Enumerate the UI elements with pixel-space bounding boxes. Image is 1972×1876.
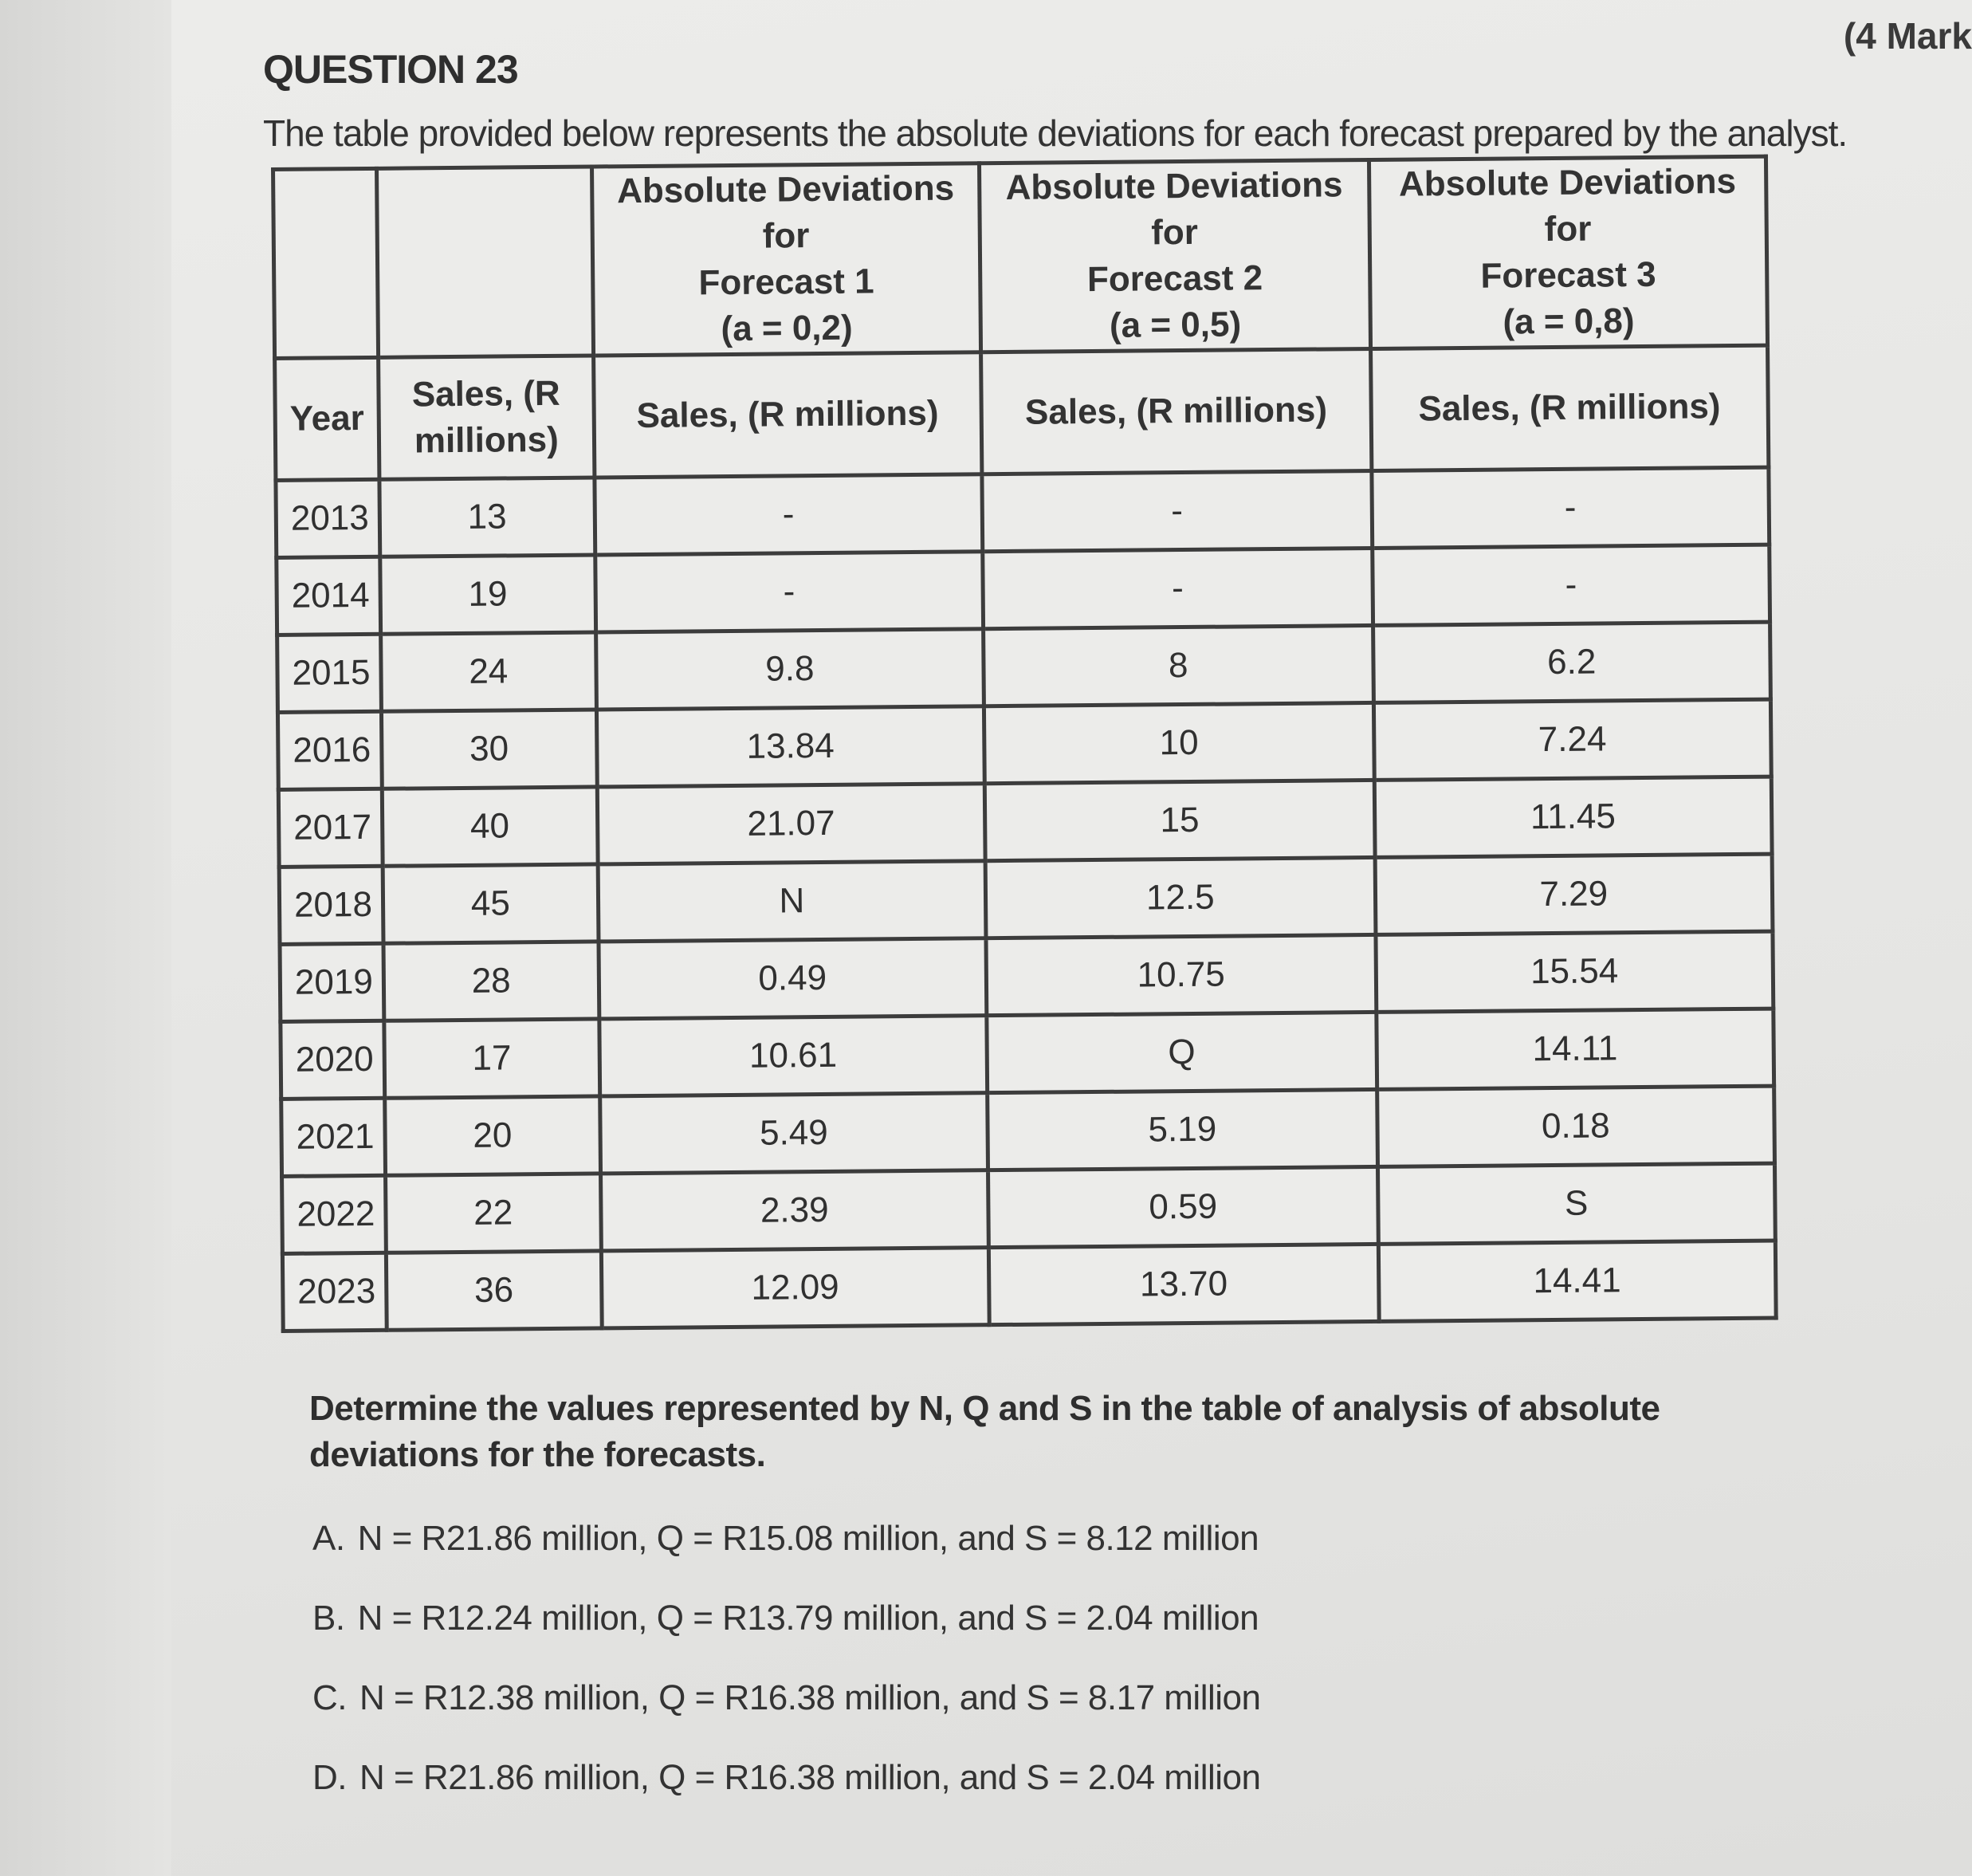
forecast-1-cell: 5.49 (599, 1093, 988, 1174)
option-text: N = R12.24 million, Q = R13.79 million, and S = 2.04 million (357, 1599, 1259, 1638)
forecast-2-cell: 13.70 (988, 1245, 1378, 1325)
option-text: N = R21.86 million, Q = R15.08 million, and S = 8.12 million (357, 1519, 1259, 1558)
empty-header-cell (377, 167, 594, 358)
forecast-3-cell: - (1372, 545, 1770, 625)
forecast-1-cell: N (598, 861, 986, 942)
question-title: QUESTION 23 (263, 47, 518, 92)
header-line: Absolute Deviations for (1005, 165, 1343, 253)
forecast-2-cell: 12.5 (985, 858, 1375, 938)
forecast-1-header (591, 163, 981, 356)
year-cell: 2013 (276, 480, 380, 558)
forecast-3-cell: 7.29 (1375, 854, 1773, 934)
forecast-2-cell: 8 (984, 626, 1373, 706)
year-cell: 2017 (278, 789, 383, 867)
table-subheader-row (275, 345, 1769, 480)
table-row (279, 854, 1773, 944)
sales-header (379, 356, 595, 479)
forecast-2-unit-header: Sales, (R millions) (981, 349, 1372, 474)
year-cell: 2023 (282, 1253, 387, 1331)
marks-label: (4 Mark (1843, 15, 1972, 57)
forecast-3-cell: - (1371, 467, 1769, 548)
forecast-2-cell: Q (987, 1013, 1377, 1093)
forecast-1-cell: 2.39 (600, 1170, 988, 1251)
sales-cell: 45 (383, 864, 598, 943)
table-row (281, 1086, 1775, 1176)
option-text: N = R12.38 million, Q = R16.38 million, and S = 8.17 million (359, 1678, 1261, 1717)
year-cell: 2014 (277, 557, 381, 635)
option-c[interactable] (312, 1678, 1260, 1718)
header-line: Sales, (R (411, 374, 560, 415)
table-row (282, 1241, 1776, 1331)
forecast-2-cell: 15 (984, 781, 1374, 861)
sales-cell: 24 (381, 632, 596, 711)
forecast-3-header (1369, 156, 1768, 349)
forecast-2-cell: 0.59 (988, 1167, 1378, 1248)
year-header: Year (275, 358, 379, 481)
option-d[interactable] (312, 1758, 1260, 1798)
sales-cell: 19 (380, 555, 595, 634)
forecast-3-cell: S (1377, 1163, 1775, 1244)
forecast-2-cell: 10.75 (986, 935, 1376, 1016)
year-cell: 2016 (277, 712, 382, 790)
question-prompt: Determine the values represented by N, Q and S in the table of analysis of absolute deviations for the forecasts. (309, 1389, 1660, 1475)
header-line: (a = 0,5) (1109, 305, 1242, 346)
empty-header-cell (273, 168, 379, 358)
header-line: Forecast 3 (1480, 254, 1656, 296)
table-row (277, 622, 1771, 712)
year-cell: 2022 (282, 1176, 387, 1254)
sales-cell: 36 (386, 1251, 601, 1330)
option-letter: A. (312, 1519, 345, 1558)
forecast-2-cell: 10 (984, 703, 1373, 784)
forecast-3-cell: 14.41 (1378, 1241, 1776, 1321)
header-line: millions) (414, 420, 559, 461)
forecast-1-cell: 0.49 (599, 938, 987, 1019)
forecast-1-cell: 21.07 (597, 784, 985, 864)
forecast-1-cell: - (595, 552, 983, 632)
forecast-1-cell: - (594, 474, 982, 555)
forecast-3-cell: 15.54 (1376, 931, 1774, 1012)
table-row (278, 777, 1772, 867)
screen-bezel (0, 0, 171, 1876)
header-line: (a = 0,8) (1503, 301, 1635, 342)
sales-cell: 30 (381, 710, 596, 789)
sales-cell: 20 (385, 1096, 600, 1175)
option-text: N = R21.86 million, Q = R16.38 million, and S = 2.04 million (359, 1758, 1261, 1797)
table-row (281, 1009, 1774, 1099)
table-row (277, 545, 1770, 635)
option-letter: C. (312, 1678, 347, 1717)
sales-cell: 22 (386, 1174, 601, 1253)
year-cell: 2021 (281, 1099, 386, 1177)
deviation-table (271, 155, 1778, 1334)
year-cell: 2015 (277, 635, 382, 713)
option-b[interactable] (312, 1599, 1259, 1638)
forecast-1-unit-header: Sales, (R millions) (593, 352, 982, 478)
sales-cell: 17 (384, 1019, 599, 1098)
forecast-3-cell: 7.24 (1373, 699, 1771, 780)
year-cell: 2020 (281, 1021, 385, 1099)
forecast-1-cell: 13.84 (596, 706, 984, 787)
table-header-row (273, 156, 1768, 359)
header-line: (a = 0,2) (721, 308, 853, 349)
header-line: Forecast 1 (698, 262, 874, 303)
year-cell: 2019 (280, 944, 384, 1022)
forecast-1-cell: 9.8 (595, 629, 984, 710)
header-line: Absolute Deviations for (1398, 161, 1737, 250)
table-row (282, 1163, 1776, 1253)
sales-cell: 13 (379, 478, 595, 557)
header-line: Forecast 2 (1086, 258, 1263, 300)
forecast-1-cell: 10.61 (599, 1016, 987, 1096)
table-row (280, 931, 1774, 1021)
header-line: Absolute Deviations for (616, 168, 955, 256)
forecast-2-header (980, 159, 1371, 352)
forecast-3-unit-header: Sales, (R millions) (1370, 345, 1769, 470)
forecast-3-cell: 0.18 (1377, 1086, 1774, 1166)
option-letter: D. (312, 1758, 347, 1797)
year-cell: 2018 (279, 867, 383, 945)
forecast-2-cell: 5.19 (988, 1090, 1377, 1170)
forecast-3-cell: 6.2 (1373, 622, 1770, 702)
question-intro: The table provided below represents the absolute deviations for each forecast prepared by the analyst. (263, 112, 1848, 154)
forecast-2-cell: - (982, 471, 1372, 552)
sales-cell: 28 (383, 942, 599, 1021)
table-row (277, 699, 1771, 789)
forecast-3-cell: 11.45 (1374, 777, 1772, 857)
forecast-3-cell: 14.11 (1376, 1009, 1774, 1089)
option-letter: B. (312, 1599, 345, 1638)
table-row (276, 467, 1770, 557)
forecast-2-cell: - (983, 549, 1373, 629)
option-a[interactable] (312, 1519, 1259, 1559)
sales-cell: 40 (382, 787, 597, 866)
forecast-1-cell: 12.09 (601, 1248, 989, 1328)
